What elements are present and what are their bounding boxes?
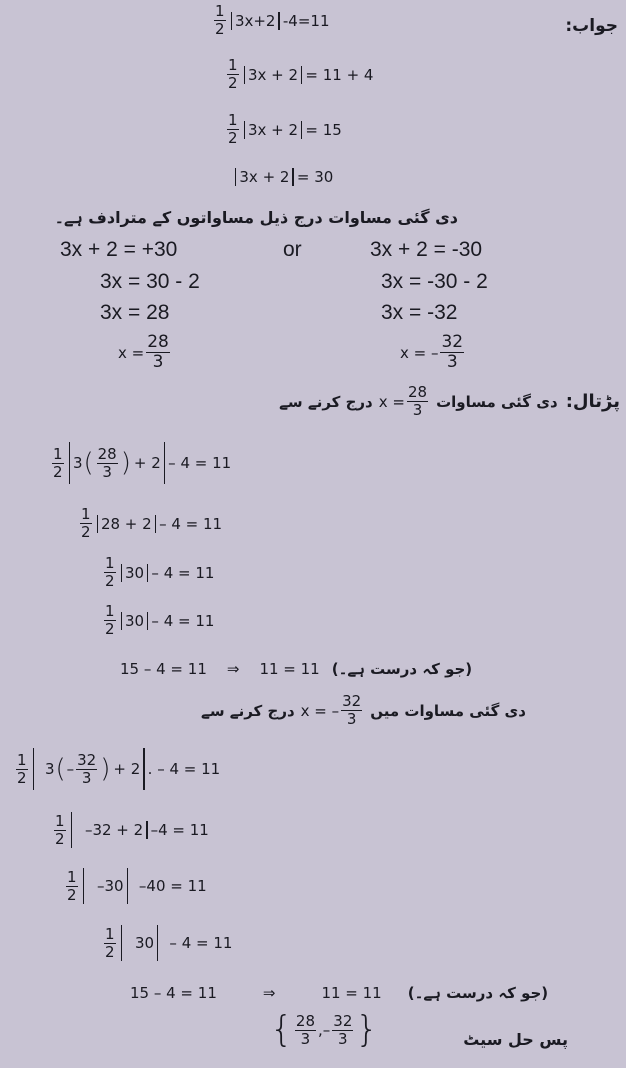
half-fraction: $\frac{1}{2}$ xyxy=(215,2,225,38)
given-step-3: $\frac{1}{2}$ 3x + 2 = 15 xyxy=(228,111,342,147)
given-step-1: $\frac{1}{2}$ 3x+2 -4=11 xyxy=(215,2,330,38)
check1-line-1: $\frac{1}{2}$ 3 ( $\frac{28}{3}$ ) + 2 – 4 = 11 xyxy=(50,442,231,484)
check2-line-4: $\frac{1}{2}$ 30 – 4 = 11 xyxy=(105,924,233,961)
check1-line-5: 15 – 4 = 11 ⇒ 11 = 11 (جو کہ درست ہے۔) xyxy=(120,660,473,678)
check1-line-2: $\frac{1}{2}$ 28 + 2 – 4 = 11 xyxy=(81,505,223,541)
correct-note: (جو کہ درست ہے۔) xyxy=(331,660,473,678)
check2-line-2: $\frac{1}{2}$ –32 + 2 –4 = 11 xyxy=(55,811,209,848)
given-step-2: $\frac{1}{2}$ 3x + 2 = 11 + 4 xyxy=(228,56,374,92)
answer-label: جواب: xyxy=(565,16,618,36)
check1-line-4: $\frac{1}{2}$ 30 – 4 = 11 xyxy=(105,602,215,638)
check1-line-3: $\frac{1}{2}$ 30 – 4 = 11 xyxy=(105,554,215,590)
check2-line-5: 15 – 4 = 11 ⇒ 11 = 11 (جو کہ درست ہے۔) xyxy=(130,984,549,1002)
solution-set: { $\frac{28}{3}$ , – $\frac{32}{3}$ } xyxy=(270,1009,379,1050)
check2-line-1: $\frac{1}{2}$ 3 ( – $\frac{32}{3}$ ) + 2 . – 4 = 11 xyxy=(14,748,220,790)
right-case-line-1: 3x + 2 = -30 xyxy=(370,238,483,261)
or-label: or xyxy=(283,238,302,261)
given-step-4: 3x + 2 = 30 xyxy=(232,168,333,186)
right-case-line-3: 3x = -32 xyxy=(381,301,458,324)
left-case-x-value: x = $\frac{28}{3}$ xyxy=(118,332,169,372)
correct-note: (جو کہ درست ہے۔) xyxy=(407,984,549,1002)
solution-set-label: پس حل سیٹ xyxy=(463,1030,568,1049)
left-case-line-1: 3x + 2 = +30 xyxy=(60,238,178,261)
equivalent-statement: دی گئی مساوات درج ذیل مساواتوں کے مترادف ہے۔ xyxy=(54,208,458,227)
check2-line-3: $\frac{1}{2}$ –30 –40 = 11 xyxy=(67,867,207,904)
check-label: پڑتال: xyxy=(565,391,620,412)
check2-heading: دی گئی مساوات میں x = – $\frac{32}{3}$ درج کرنے سے xyxy=(201,692,526,728)
implies-arrow-icon: ⇒ xyxy=(226,660,240,678)
right-case-x-value: x = – $\frac{32}{3}$ xyxy=(400,332,464,372)
left-case-line-2: 3x = 30 - 2 xyxy=(100,270,200,293)
check1-heading: پڑتال: دی گئی مساوات x = $\frac{28}{3}$ درج کرنے سے xyxy=(279,383,620,419)
implies-arrow-icon: ⇒ xyxy=(262,984,276,1002)
right-case-line-2: 3x = -30 - 2 xyxy=(381,270,488,293)
left-case-line-3: 3x = 28 xyxy=(100,301,170,324)
